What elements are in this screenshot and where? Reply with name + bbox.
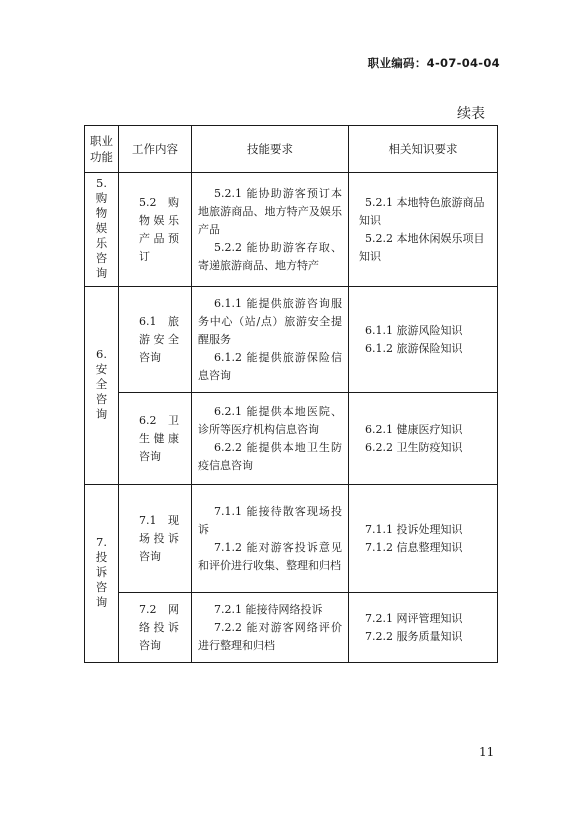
knowledge-cell: 5.2.1 本地特色旅游商品知识 5.2.2 本地休闲娱乐项目知识	[349, 173, 498, 287]
table-row	[85, 393, 498, 485]
column-header-content: 工作内容	[119, 126, 192, 173]
work-content-cell: 7.1 现场投诉咨询	[119, 485, 192, 593]
skill-cell: 5.2.1 能协助游客预订本地旅游商品、地方特产及娱乐产品 5.2.2 能协助游客存取、寄递旅游商品、地方特产	[192, 173, 349, 287]
knowledge-cell: 7.2.1 网评管理知识 7.2.2 服务质量知识	[349, 593, 498, 663]
table-row	[85, 593, 498, 663]
function-cell: 7.投诉咨询	[85, 485, 119, 663]
knowledge-cell: 6.2.1 健康医疗知识 6.2.2 卫生防疫知识	[349, 393, 498, 485]
function-cell: 6.安全咨询	[85, 287, 119, 485]
column-header-knowledge: 相关知识要求	[349, 126, 498, 173]
table-header-row	[85, 126, 498, 173]
table-row	[85, 287, 498, 393]
column-header-function: 职业功能	[85, 126, 119, 173]
occupation-code: 职业编码：4-07-04-04	[367, 56, 500, 70]
work-content-cell: 6.1 旅游安全咨询	[119, 287, 192, 393]
skill-cell: 6.2.1 能提供本地医院、诊所等医疗机构信息咨询 6.2.2 能提供本地卫生防疫信息咨询	[192, 393, 349, 485]
work-content-cell: 6.2 卫生健康咨询	[119, 393, 192, 485]
table-row	[85, 173, 498, 287]
knowledge-cell: 6.1.1 旅游风险知识 6.1.2 旅游保险知识	[349, 287, 498, 393]
work-content-cell: 7.2 网络投诉咨询	[119, 593, 192, 663]
work-content-cell: 5.2 购物娱乐产品预订	[119, 173, 192, 287]
page-number: 11	[479, 745, 495, 759]
column-header-skills: 技能要求	[192, 126, 349, 173]
skill-cell: 7.2.1 能接待网络投诉 7.2.2 能对游客网络评价进行整理和归档	[192, 593, 349, 663]
skills-table	[84, 125, 498, 663]
skill-cell: 6.1.1 能提供旅游咨询服务中心（站/点）旅游安全提醒服务 6.1.2 能提供旅游保险信息咨询	[192, 287, 349, 393]
knowledge-cell: 7.1.1 投诉处理知识 7.1.2 信息整理知识	[349, 485, 498, 593]
skill-cell: 7.1.1 能接待散客现场投诉 7.1.2 能对游客投诉意见和评价进行收集、整理和归档	[192, 485, 349, 593]
table-row	[85, 485, 498, 593]
function-cell: 5.购物娱乐咨询	[85, 173, 119, 287]
continued-label: 续表	[457, 106, 485, 122]
